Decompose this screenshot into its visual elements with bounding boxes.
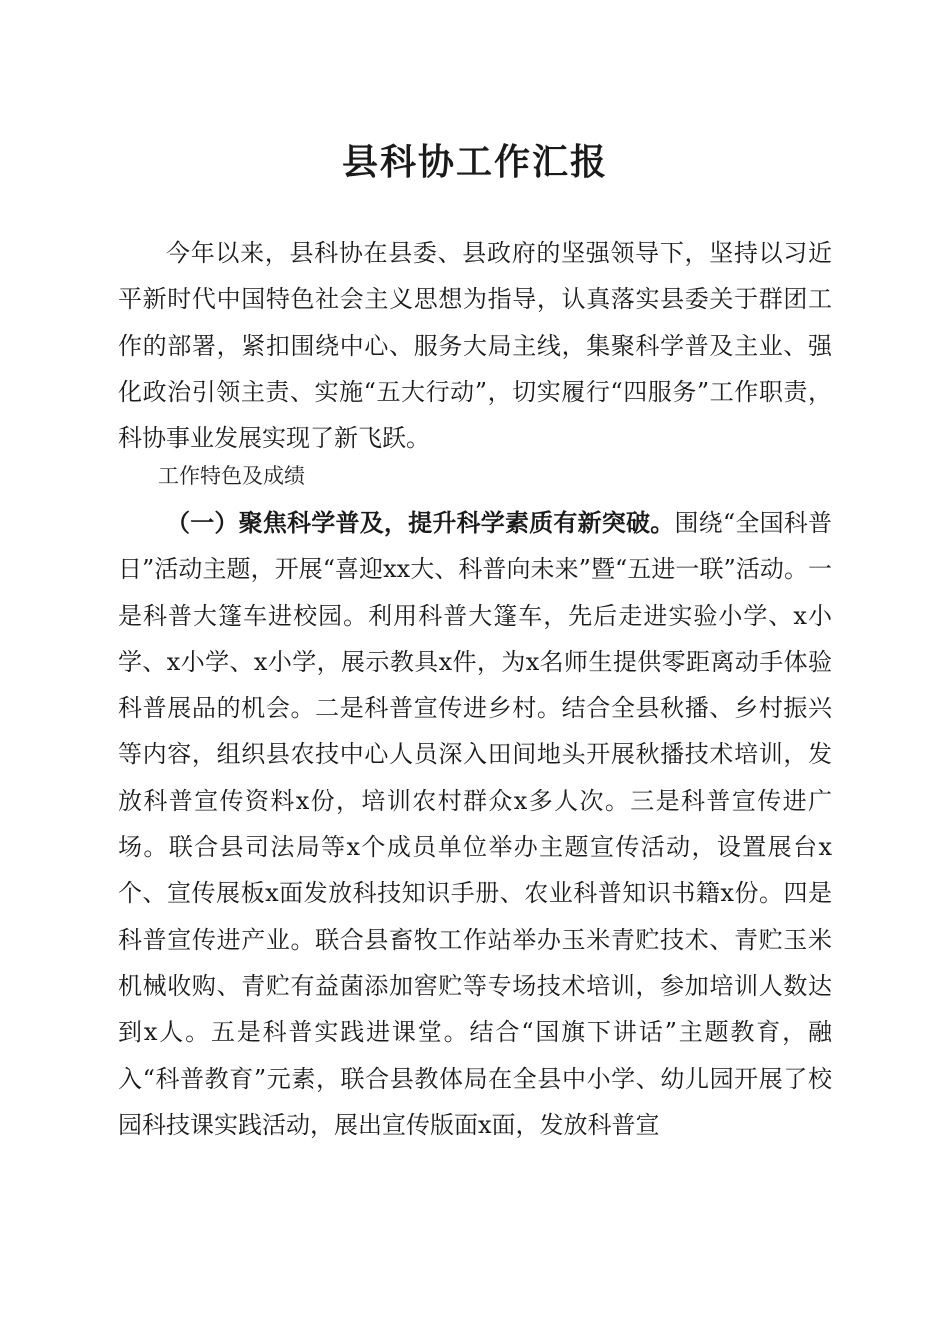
section-1-text: 围绕“全国科普日”活动主题，开展“喜迎xx大、科普向未来”暨“五进一联”活动。一是科普大篷车进校园。利用科普大篷车，先后走进实验小学、x小学、x小学、x小学，展示教具x件，为x名师生提供零距离动手体验科普展品的机会。二是科普宣传进乡村。结合全县秋播、乡村振兴等内容，组织县农技中心人员深入田间地头开展秋播技术培训，发放科普宣传资料x份，培训农村群众x多人次。三是科普宣传进广场。联合县司法局等x个成员单位举办主题宣传活动，设置展台x个、宣传展板x面发放科技知识手册、农业科普知识书籍x份。四是科普宣传进产业。联合县畜牧工作站举办玉米青贮技术、青贮玉米机械收购、青贮有益菌添加窖贮等专场技术培训，参加培训人数达到x人。五是科普实践进课堂。结合“国旗下讲话”主题教育，融入“科普教育”元素，联合县教体局在全县中小学、幼儿园开展了校园科技课实践活动，展出宣传版面x面，发放科普宣 — [118, 509, 832, 1139]
section-heading: 工作特色及成绩 — [158, 464, 305, 488]
section-1-paragraph — [118, 500, 832, 1148]
section-1-lead: （一）聚焦科学普及，提升科学素质有新突破。 — [166, 508, 675, 537]
document-title: 县科协工作汇报 — [341, 141, 608, 183]
intro-paragraph: 今年以来，县科协在县委、县政府的坚强领导下，坚持以习近平新时代中国特色社会主义思想为指导，认真落实县委关于群团工作的部署，紧扣围绕中心、服务大局主线，集聚科学普及主业、强化政治引领主责、实施“五大行动”，切实履行“四服务”工作职责，科协事业发展实现了新飞跃。 — [118, 239, 832, 453]
